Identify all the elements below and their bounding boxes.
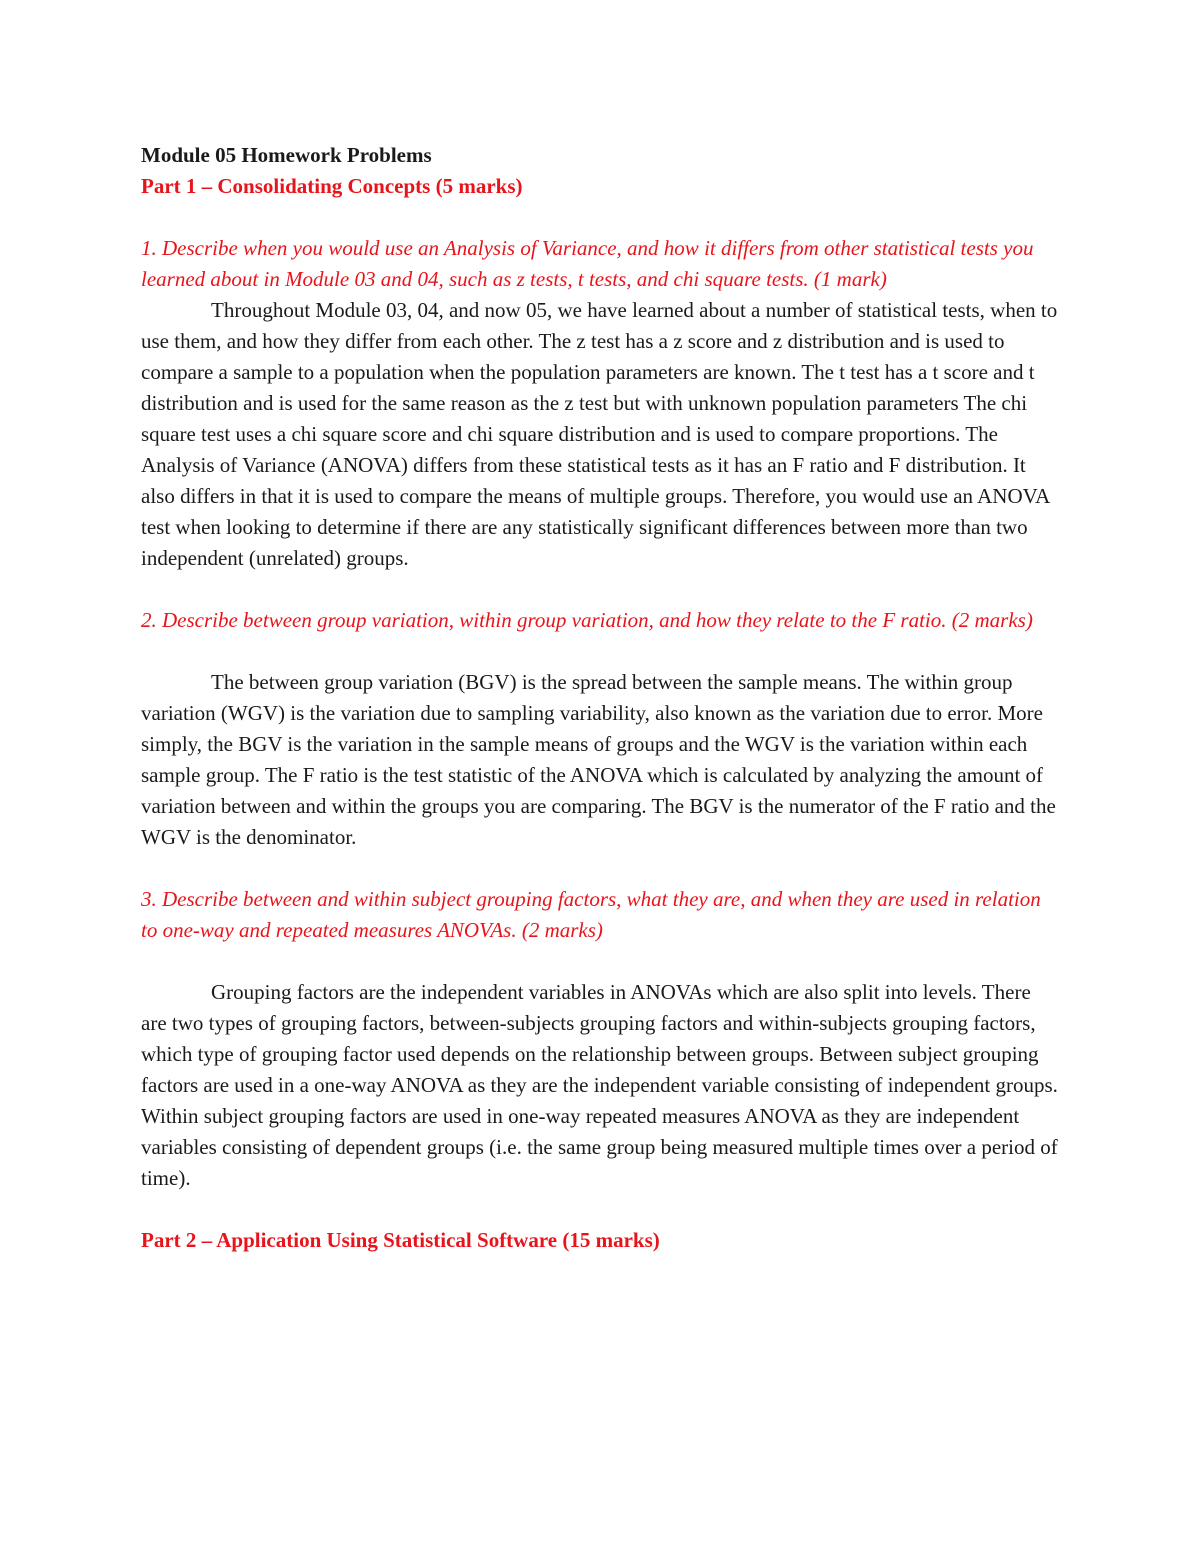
part-2-heading: Part 2 – Application Using Statistical Software (15 marks)	[141, 1228, 660, 1252]
question-2-answer: The between group variation (BGV) is the spread between the sample means. The within group variation (WGV) is the variation due to sampling variability, also known as the variation due to error. More simply, the BGV is the variation in the sample means of groups and the WGV is the variation within each sample group. The F ratio is the test statistic of the ANOVA which is calculated by analyzing the amount of variation between and within the groups you are comparing. The BGV is the numerator of the F ratio and the WGV is the denominator.	[141, 670, 1056, 849]
document-body	[141, 140, 1061, 1256]
part-1-heading: Part 1 – Consolidating Concepts (5 marks)	[141, 174, 523, 198]
question-3-answer: Grouping factors are the independent variables in ANOVAs which are also split into levels. There are two types of grouping factors, between-subjects grouping factors and within-subjects grouping factors, which type of grouping factor used depends on the relationship between groups. Between subject grouping factors are used in a one-way ANOVA as they are the independent variable consisting of independent groups. Within subject grouping factors are used in one-way repeated measures ANOVA as they are independent variables consisting of dependent groups (i.e. the same group being measured multiple times over a period of time).	[141, 980, 1058, 1190]
question-2-prompt: 2. Describe between group variation, within group variation, and how they relate to the F ratio. (2 marks)	[141, 608, 1033, 632]
question-1-answer: Throughout Module 03, 04, and now 05, we have learned about a number of statistical tests, when to use them, and how they differ from each other. The z test has a z score and z distribution and is used to compare a sample to a population when the population parameters are known. The t test has a t score and t distribution and is used for the same reason as the z test but with unknown population parameters The chi square test uses a chi square score and chi square distribution and is used to compare proportions. The Analysis of Variance (ANOVA) differs from these statistical tests as it has an F ratio and F distribution. It also differs in that it is used to compare the means of multiple groups. Therefore, you would use an ANOVA test when looking to determine if there are any statistically significant differences between more than two independent (unrelated) groups.	[141, 298, 1058, 570]
question-1-prompt: 1. Describe when you would use an Analysis of Variance, and how it differs from other statistical tests you learned about in Module 03 and 04, such as z tests, t tests, and chi square tests. (1 mark)	[141, 236, 1034, 291]
document-title: Module 05 Homework Problems	[141, 143, 432, 167]
question-3-prompt: 3. Describe between and within subject grouping factors, what they are, and when they are used in relation to one-way and repeated measures ANOVAs. (2 marks)	[141, 887, 1041, 942]
